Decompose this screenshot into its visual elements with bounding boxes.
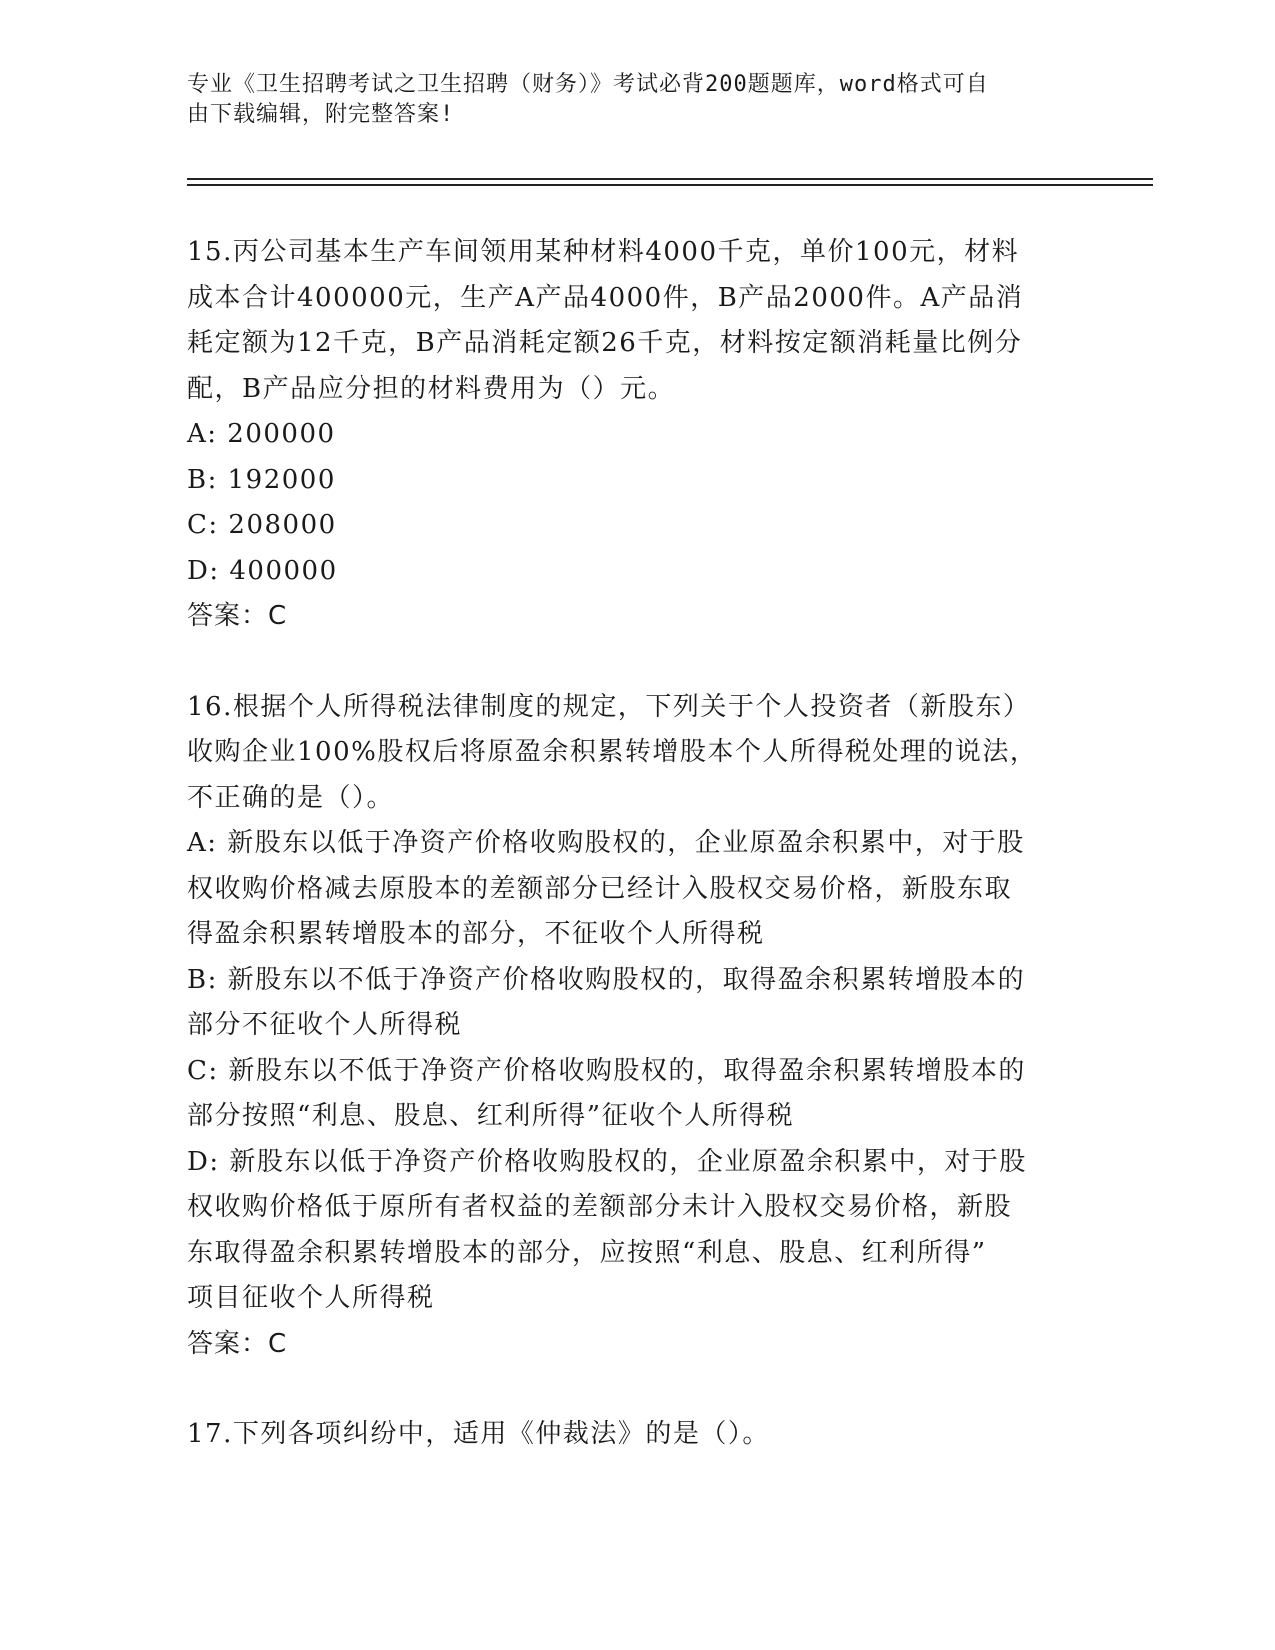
question-17 (187, 1412, 1077, 1458)
option-line: 权收购价格低于原所有者权益的差额部分未计入股权交易价格，新股 (187, 1192, 1013, 1222)
header-line-2: 由下载编辑，附完整答案! (187, 102, 455, 127)
option-d (187, 1140, 1077, 1322)
question-spacer (187, 1367, 1077, 1412)
option-line: C: 新股东以不低于净资产价格收购股权的，取得盈余积累转增股本的 (187, 1055, 1026, 1086)
option-a (187, 412, 1077, 458)
stem-line: 不正确的是（）。 (187, 782, 395, 813)
option-line: D: 新股东以低于净资产价格收购股权的，企业原盈余积累中，对于股 (187, 1146, 1027, 1177)
option-b (187, 958, 1077, 1049)
option-line: B: 新股东以不低于净资产价格收购股权的，取得盈余积累转增股本的 (187, 964, 1026, 995)
option-line: C: 208000 (187, 510, 337, 540)
question-list (187, 230, 1077, 1458)
option-line: B: 192000 (187, 464, 336, 495)
stem-line: 15.丙公司基本生产车间领用某种材料4000千克，单价100元，材料 (187, 237, 1020, 267)
option-line: 部分按照“利息、股息、红利所得”征收个人所得税 (187, 1101, 795, 1131)
question-stem (187, 685, 1077, 822)
option-a (187, 821, 1077, 958)
answer-label: 答案：C (187, 1328, 288, 1359)
answer-label: 答案：C (187, 601, 288, 631)
option-d (187, 549, 1077, 595)
question-spacer (187, 640, 1077, 685)
header-divider-top (187, 178, 1153, 180)
question-15 (187, 230, 1077, 640)
stem-line: 成本合计400000元，生产A产品4000件，B产品2000件。A产品消 (187, 282, 1024, 313)
document-header (187, 70, 1067, 130)
header-divider-bottom (187, 184, 1153, 186)
option-line: A: 新股东以低于净资产价格收购股权的，企业原盈余积累中，对于股 (187, 828, 1025, 858)
stem-line: 耗定额为12千克，B产品消耗定额26千克，材料按定额消耗量比例分 (187, 328, 1023, 358)
header-line-1: 专业《卫生招聘考试之卫生招聘（财务）》考试必背200题题库，word格式可自 (187, 72, 989, 97)
option-line: 得盈余积累转增股本的部分，不征收个人所得税 (187, 919, 765, 949)
option-line: D: 400000 (187, 555, 338, 586)
option-line: 部分不征收个人所得税 (187, 1010, 463, 1040)
option-c (187, 1049, 1077, 1140)
stem-line: 收购企业100%股权后将原盈余积累转增股本个人所得税处理的说法， (187, 737, 1038, 767)
option-c (187, 503, 1077, 549)
option-line: 权收购价格减去原股本的差额部分已经计入股权交易价格，新股东取 (187, 873, 1013, 904)
option-line: 项目征收个人所得税 (187, 1283, 435, 1313)
option-b (187, 458, 1077, 504)
question-stem (187, 1412, 1077, 1458)
option-line: 东取得盈余积累转增股本的部分，应按照“利息、股息、红利所得” (187, 1237, 987, 1268)
stem-line: 17.下列各项纠纷中，适用《仲裁法》的是（）。 (187, 1419, 770, 1449)
stem-line: 16.根据个人所得税法律制度的规定，下列关于个人投资者（新股东） (187, 691, 1031, 722)
question-16 (187, 685, 1077, 1368)
option-line: A: 200000 (187, 419, 336, 449)
question-stem (187, 230, 1077, 412)
stem-line: 配，B产品应分担的材料费用为（）元。 (187, 373, 676, 404)
